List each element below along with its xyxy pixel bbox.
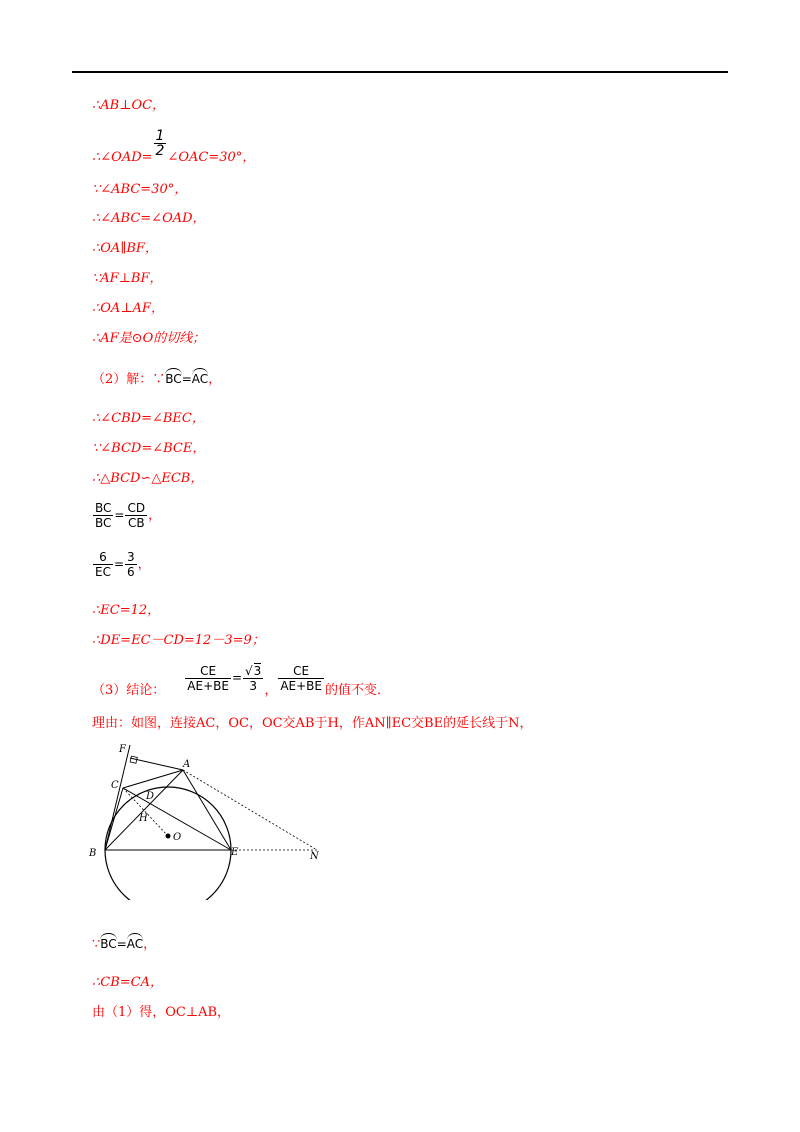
fraction-6-den: 3 [249, 679, 257, 693]
center-point [166, 834, 171, 839]
fraction-5-num: CE [185, 664, 231, 679]
arc-equals: = [181, 372, 192, 386]
label-f: F [119, 744, 126, 755]
fraction-5-den: AE+BE [187, 678, 229, 693]
fraction-half-denominator: 2 [155, 143, 165, 159]
label-h: H [139, 813, 148, 824]
fraction-bc-bc [93, 501, 113, 530]
fraction-7-den: AE+BE [280, 678, 322, 693]
line-5: ∴OA∥BF， [92, 241, 158, 256]
fraction-ce-ae-be [185, 664, 231, 693]
line-13-fraction [92, 501, 161, 530]
fraction-3-equals: = [113, 557, 125, 571]
fraction-3-den: EC [95, 565, 111, 579]
segment-ae [183, 770, 231, 850]
arc-ac: AC [192, 368, 208, 387]
line-20: ∴CB=CA， [92, 975, 163, 990]
line-17 [92, 663, 391, 698]
arc-bc-2: BC [100, 933, 116, 952]
fraction-2-den: CB [127, 516, 145, 530]
fraction-3-num: 6 [93, 550, 113, 565]
fraction-4-den: 6 [127, 565, 135, 579]
segment-fa [130, 758, 183, 770]
line-9 [92, 368, 221, 388]
line-4: ∴∠ABC=∠OAD， [92, 211, 206, 226]
line-6: ∵AF⊥BF， [92, 271, 163, 286]
line-17-suffix: 的值不变． [325, 682, 391, 698]
label-d: D [146, 791, 155, 802]
line-9-prefix: （2）解：∵ [92, 372, 166, 387]
label-e: E [231, 847, 239, 858]
circle-o [105, 787, 231, 900]
segment-an [183, 770, 317, 850]
label-n: N [310, 851, 319, 862]
line-18: 理由：如图，连接AC，OC，OC交AB于H，作AN∥EC交BE的延长线于N， [92, 716, 533, 731]
fraction-half-numerator: 1 [155, 128, 165, 144]
line-15: ∴EC=12， [92, 603, 161, 618]
line-19-prefix: ∵ [92, 937, 101, 952]
fraction-ce-ae-be-2 [278, 664, 324, 693]
line-3: ∵∠ABC=30°， [92, 182, 188, 197]
arc-equals-2: = [116, 937, 127, 951]
geometry-figure [85, 740, 325, 900]
fraction-4-num: 3 [127, 550, 135, 564]
label-b: B [89, 848, 97, 859]
line-17-prefix: （3）结论： [92, 682, 166, 698]
label-a: A [183, 759, 191, 770]
line-8: ∴AF是⊙O的切线； [92, 331, 206, 346]
line-9-suffix: ， [208, 372, 222, 387]
fraction-1-equals: = [114, 508, 125, 522]
fraction-cd-cb [125, 501, 147, 530]
segment-bf [105, 745, 130, 850]
fraction-2-num: CD [127, 501, 146, 515]
line-11: ∵∠BCD=∠BCE， [92, 441, 206, 456]
line-19 [92, 933, 156, 953]
line-7: ∴OA⊥AF， [92, 301, 164, 316]
line-14-suffix: ， [137, 557, 151, 572]
fraction-6-ec [93, 550, 113, 579]
line-10: ∴∠CBD=∠BEC， [92, 411, 205, 426]
line-2-prefix: ∴∠OAD= [92, 150, 153, 165]
fraction-3-6 [125, 550, 137, 579]
line-16: ∴DE=EC－CD=12－3=9； [92, 633, 265, 648]
fraction-1-num: BC [95, 501, 112, 515]
line-1: ∴AB⊥OC， [92, 98, 166, 113]
label-c: C [111, 780, 119, 791]
label-o: O [173, 832, 182, 843]
fraction-7-num: CE [278, 664, 324, 679]
header-rule [72, 71, 728, 73]
fraction-sqrt3-3: $\frac{√3}{3}$ [245, 664, 262, 693]
line-13-suffix: ， [148, 508, 162, 523]
line-17-comma: ， [264, 682, 278, 698]
fraction-half [154, 129, 167, 158]
line-2-suffix: ∠OAC=30°， [167, 150, 256, 165]
line-19-suffix: ， [143, 937, 157, 952]
line-14-fraction [92, 550, 151, 579]
line-21: 由（1）得，OC⊥AB， [92, 1005, 231, 1020]
fraction-1-den: BC [95, 516, 112, 530]
line-12: ∴△BCD∽△ECB， [92, 471, 204, 486]
arc-ac-2: AC [127, 933, 143, 952]
fraction-5-equals: = [231, 670, 243, 685]
arc-bc: BC [165, 368, 181, 387]
line-2 [92, 128, 256, 165]
sqrt-radicand: 3 [253, 664, 262, 678]
